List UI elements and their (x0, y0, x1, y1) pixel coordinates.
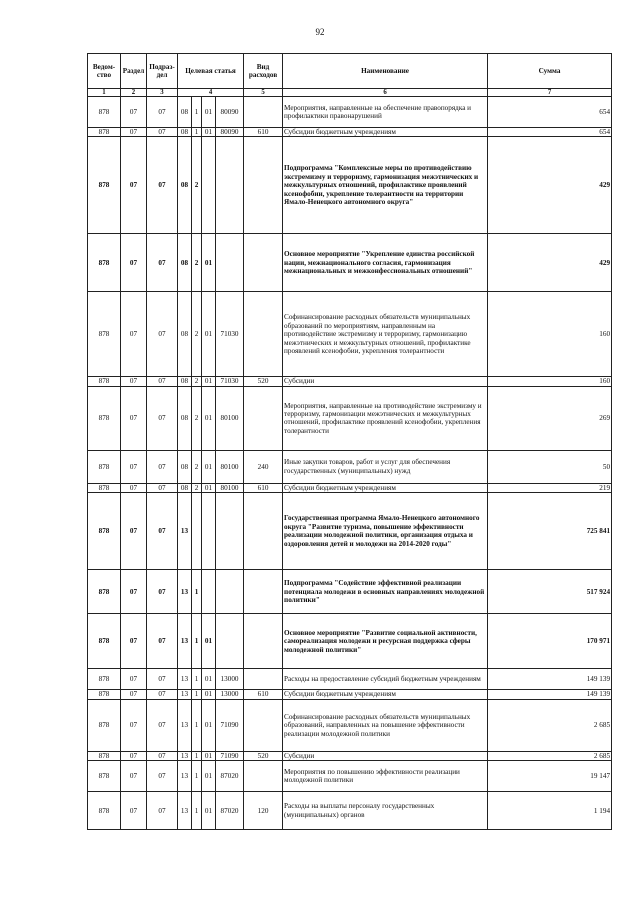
direction-code-cell: 71090 (216, 751, 244, 760)
expense-type-cell: 240 (244, 450, 283, 483)
expense-type-cell: 610 (244, 690, 283, 699)
subprogram-code-cell: 1 (192, 751, 202, 760)
subprogram-code-cell: 1 (192, 97, 202, 128)
subsection-cell: 07 (147, 792, 178, 830)
item-name-cell: Государственная программа Ямало-Ненецкого автономного округа "Развитие туризма, повышение эффективности реализации молодежной политики, организация отдыха и оздоровления детей и молодежи на 2014-2020 годы" (283, 493, 488, 570)
table-row (88, 292, 612, 377)
section-cell: 07 (121, 792, 147, 830)
item-name-cell: Иные закупки товаров, работ и услуг для обеспечения государственных (муниципальных) нужд (283, 450, 488, 483)
section-cell: 07 (121, 292, 147, 377)
amount-cell: 149 139 (488, 690, 612, 699)
department-cell: 878 (88, 570, 121, 614)
activity-code-cell: 01 (202, 292, 216, 377)
section-cell: 07 (121, 761, 147, 792)
column-number: 4 (178, 89, 244, 97)
table-row (88, 450, 612, 483)
item-name-cell: Мероприятия, направленные на противодействие экстремизму и терроризму, гармонизации межэтнических и межкультурных отношений, профилактике проявлений ксенофобии, укрепления толерантности (283, 386, 488, 450)
subsection-cell: 07 (147, 292, 178, 377)
direction-code-cell: 71030 (216, 292, 244, 377)
direction-code-cell (216, 570, 244, 614)
table-row (88, 137, 612, 234)
subsection-cell: 07 (147, 669, 178, 690)
activity-code-cell: 01 (202, 128, 216, 137)
amount-cell: 1 194 (488, 792, 612, 830)
department-cell: 878 (88, 450, 121, 483)
activity-code-cell: 01 (202, 690, 216, 699)
subprogram-code-cell: 1 (192, 699, 202, 751)
section-cell: 07 (121, 690, 147, 699)
amount-cell: 269 (488, 386, 612, 450)
expense-type-cell (244, 669, 283, 690)
budget-table (87, 53, 612, 830)
activity-code-cell: 01 (202, 669, 216, 690)
program-code-cell: 13 (178, 669, 192, 690)
table-row (88, 97, 612, 128)
table-row (88, 128, 612, 137)
direction-code-cell: 87020 (216, 761, 244, 792)
direction-code-cell: 80090 (216, 97, 244, 128)
department-cell: 878 (88, 483, 121, 492)
department-cell: 878 (88, 377, 121, 386)
expense-type-cell: 610 (244, 483, 283, 492)
expense-type-cell: 520 (244, 751, 283, 760)
amount-cell: 50 (488, 450, 612, 483)
amount-cell: 170 971 (488, 614, 612, 669)
subprogram-code-cell: 2 (192, 386, 202, 450)
department-cell: 878 (88, 493, 121, 570)
section-cell: 07 (121, 377, 147, 386)
subsection-cell: 07 (147, 614, 178, 669)
direction-code-cell: 80090 (216, 128, 244, 137)
expense-type-cell (244, 699, 283, 751)
program-code-cell: 13 (178, 761, 192, 792)
item-name-cell: Расходы на предоставление субсидий бюджетным учреждениям (283, 669, 488, 690)
header-row (88, 54, 612, 89)
amount-cell: 2 685 (488, 751, 612, 760)
program-code-cell: 08 (178, 386, 192, 450)
department-cell: 878 (88, 128, 121, 137)
item-name-cell: Субсидии бюджетным учреждениям (283, 690, 488, 699)
column-number: 7 (488, 89, 612, 97)
direction-code-cell: 13000 (216, 690, 244, 699)
subsection-cell: 07 (147, 493, 178, 570)
subprogram-code-cell: 2 (192, 137, 202, 234)
subprogram-code-cell: 2 (192, 377, 202, 386)
direction-code-cell: 71030 (216, 377, 244, 386)
subsection-cell: 07 (147, 128, 178, 137)
column-number: 5 (244, 89, 283, 97)
section-cell: 07 (121, 97, 147, 128)
section-cell: 07 (121, 699, 147, 751)
column-number: 3 (147, 89, 178, 97)
amount-cell: 725 841 (488, 493, 612, 570)
column-number: 6 (283, 89, 488, 97)
program-code-cell: 13 (178, 614, 192, 669)
program-code-cell: 08 (178, 234, 192, 292)
section-cell: 07 (121, 570, 147, 614)
expense-type-cell (244, 614, 283, 669)
item-name-cell: Субсидии бюджетным учреждениям (283, 128, 488, 137)
department-cell: 878 (88, 137, 121, 234)
direction-code-cell (216, 234, 244, 292)
department-cell: 878 (88, 761, 121, 792)
subsection-cell: 07 (147, 234, 178, 292)
activity-code-cell: 01 (202, 614, 216, 669)
direction-code-cell (216, 614, 244, 669)
column-number: 1 (88, 89, 121, 97)
item-name-cell: Субсидии бюджетным учреждениям (283, 483, 488, 492)
subsection-cell: 07 (147, 377, 178, 386)
amount-cell: 219 (488, 483, 612, 492)
amount-cell: 2 685 (488, 699, 612, 751)
program-code-cell: 13 (178, 751, 192, 760)
department-cell: 878 (88, 690, 121, 699)
subsection-cell: 07 (147, 570, 178, 614)
program-code-cell: 08 (178, 137, 192, 234)
table-row (88, 690, 612, 699)
activity-code-cell: 01 (202, 386, 216, 450)
section-cell: 07 (121, 493, 147, 570)
table-row (88, 792, 612, 830)
item-name-cell: Субсидии (283, 751, 488, 760)
table-row (88, 761, 612, 792)
amount-cell: 517 924 (488, 570, 612, 614)
header-subsection: Подраз-дел (147, 54, 178, 89)
subprogram-code-cell: 1 (192, 614, 202, 669)
direction-code-cell: 87020 (216, 792, 244, 830)
activity-code-cell: 01 (202, 450, 216, 483)
amount-cell: 19 147 (488, 761, 612, 792)
subprogram-code-cell: 2 (192, 292, 202, 377)
subprogram-code-cell: 2 (192, 234, 202, 292)
expense-type-cell (244, 137, 283, 234)
expense-type-cell (244, 386, 283, 450)
section-cell: 07 (121, 614, 147, 669)
activity-code-cell: 01 (202, 483, 216, 492)
department-cell: 878 (88, 292, 121, 377)
department-cell: 878 (88, 669, 121, 690)
table-row (88, 377, 612, 386)
section-cell: 07 (121, 128, 147, 137)
header-amount: Сумма (488, 54, 612, 89)
program-code-cell: 08 (178, 377, 192, 386)
activity-code-cell: 01 (202, 751, 216, 760)
table-row (88, 699, 612, 751)
expense-type-cell (244, 234, 283, 292)
amount-cell: 160 (488, 377, 612, 386)
table-row (88, 669, 612, 690)
activity-code-cell (202, 570, 216, 614)
section-cell: 07 (121, 483, 147, 492)
header-section: Раздел (121, 54, 147, 89)
table-body (88, 97, 612, 830)
direction-code-cell: 80100 (216, 483, 244, 492)
subsection-cell: 07 (147, 483, 178, 492)
activity-code-cell (202, 493, 216, 570)
header-name: Наименование (283, 54, 488, 89)
department-cell: 878 (88, 751, 121, 760)
department-cell: 878 (88, 386, 121, 450)
section-cell: 07 (121, 234, 147, 292)
subprogram-code-cell (192, 493, 202, 570)
table-row (88, 386, 612, 450)
direction-code-cell: 80100 (216, 386, 244, 450)
header-expense-type: Вид расходов (244, 54, 283, 89)
table-row (88, 483, 612, 492)
subprogram-code-cell: 2 (192, 483, 202, 492)
item-name-cell: Мероприятия по повышению эффективности реализации молодежной политики (283, 761, 488, 792)
program-code-cell: 13 (178, 570, 192, 614)
amount-cell: 654 (488, 128, 612, 137)
item-name-cell: Субсидии (283, 377, 488, 386)
subprogram-code-cell: 1 (192, 792, 202, 830)
item-name-cell: Основное мероприятие "Развитие социальной активности, самореализация молодежи и ресурсная поддержка сферы молодежной политики" (283, 614, 488, 669)
item-name-cell: Подпрограмма "Содействие эффективной реализации потенциала молодежи в основных направлениях молодежной политики" (283, 570, 488, 614)
subprogram-code-cell: 1 (192, 690, 202, 699)
program-code-cell: 13 (178, 699, 192, 751)
program-code-cell: 13 (178, 792, 192, 830)
column-number: 2 (121, 89, 147, 97)
amount-cell: 654 (488, 97, 612, 128)
item-name-cell: Основное мероприятие "Укрепление единства российской нации, межнационального согласия, гармонизация межнациональных и межконфессиональных отношений" (283, 234, 488, 292)
amount-cell: 149 139 (488, 669, 612, 690)
direction-code-cell: 13000 (216, 669, 244, 690)
expense-type-cell (244, 493, 283, 570)
expense-type-cell: 520 (244, 377, 283, 386)
program-code-cell: 13 (178, 690, 192, 699)
table-row (88, 614, 612, 669)
table-row (88, 751, 612, 760)
subsection-cell: 07 (147, 450, 178, 483)
subsection-cell: 07 (147, 386, 178, 450)
direction-code-cell: 80100 (216, 450, 244, 483)
expense-type-cell: 120 (244, 792, 283, 830)
department-cell: 878 (88, 234, 121, 292)
amount-cell: 160 (488, 292, 612, 377)
direction-code-cell (216, 493, 244, 570)
item-name-cell: Расходы на выплаты персоналу государственных (муниципальных) органов (283, 792, 488, 830)
column-number-row (88, 89, 612, 97)
page-number: 92 (315, 27, 325, 37)
subprogram-code-cell: 1 (192, 128, 202, 137)
department-cell: 878 (88, 97, 121, 128)
item-name-cell: Софинансирование расходных обязательств муниципальных образований, направленных на повышение эффективности реализации молодежной политики (283, 699, 488, 751)
item-name-cell: Подпрограмма "Комплексные меры по противодействию экстремизму и терроризму, гармонизация межэтнических и межкультурных отношений, профилактике проявлений ксенофобии, укрепление толерантности на территории Ямало-Ненецкого автономного округа" (283, 137, 488, 234)
activity-code-cell: 01 (202, 761, 216, 792)
department-cell: 878 (88, 614, 121, 669)
expense-type-cell (244, 570, 283, 614)
subsection-cell: 07 (147, 699, 178, 751)
table-row (88, 493, 612, 570)
activity-code-cell (202, 137, 216, 234)
subsection-cell: 07 (147, 690, 178, 699)
subprogram-code-cell: 1 (192, 570, 202, 614)
item-name-cell: Софинансирование расходных обязательств муниципальных образований по мероприятиям, направленным на противодействие экстремизму и терроризму, гармонизацию межэтнических и межкультурных отношений, профилактике проявлений ксенофобии, укрепления толерантности (283, 292, 488, 377)
table-row (88, 570, 612, 614)
subsection-cell: 07 (147, 97, 178, 128)
program-code-cell: 08 (178, 450, 192, 483)
expense-type-cell (244, 761, 283, 792)
expense-type-cell (244, 292, 283, 377)
subsection-cell: 07 (147, 761, 178, 792)
activity-code-cell: 01 (202, 97, 216, 128)
activity-code-cell: 01 (202, 377, 216, 386)
subprogram-code-cell: 1 (192, 761, 202, 792)
subsection-cell: 07 (147, 751, 178, 760)
department-cell: 878 (88, 699, 121, 751)
direction-code-cell: 71090 (216, 699, 244, 751)
expense-type-cell (244, 97, 283, 128)
header-target-article: Целевая статья (178, 54, 244, 89)
program-code-cell: 08 (178, 292, 192, 377)
activity-code-cell: 01 (202, 699, 216, 751)
program-code-cell: 13 (178, 493, 192, 570)
section-cell: 07 (121, 751, 147, 760)
item-name-cell: Мероприятия, направленные на обеспечение правопорядка и профилактики правонарушений (283, 97, 488, 128)
subprogram-code-cell: 1 (192, 669, 202, 690)
section-cell: 07 (121, 137, 147, 234)
activity-code-cell: 01 (202, 792, 216, 830)
table-row (88, 234, 612, 292)
section-cell: 07 (121, 386, 147, 450)
program-code-cell: 08 (178, 483, 192, 492)
header-department: Ведом-ство (88, 54, 121, 89)
section-cell: 07 (121, 669, 147, 690)
direction-code-cell (216, 137, 244, 234)
subsection-cell: 07 (147, 137, 178, 234)
department-cell: 878 (88, 792, 121, 830)
amount-cell: 429 (488, 234, 612, 292)
expense-type-cell: 610 (244, 128, 283, 137)
program-code-cell: 08 (178, 128, 192, 137)
program-code-cell: 08 (178, 97, 192, 128)
section-cell: 07 (121, 450, 147, 483)
subprogram-code-cell: 2 (192, 450, 202, 483)
amount-cell: 429 (488, 137, 612, 234)
activity-code-cell: 01 (202, 234, 216, 292)
